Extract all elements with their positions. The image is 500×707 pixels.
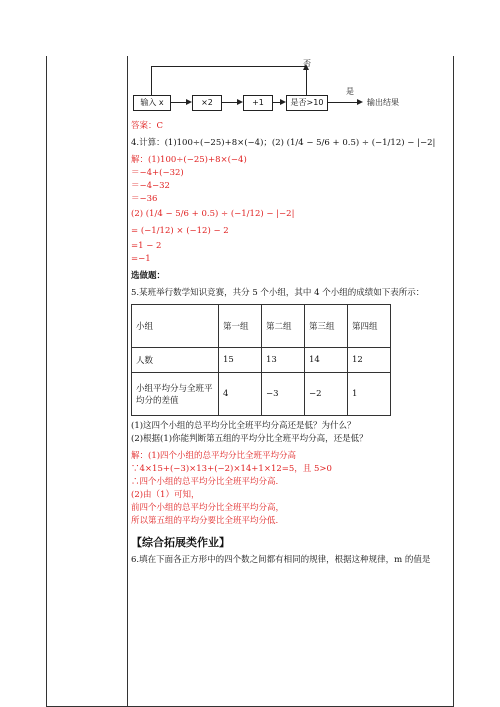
table-cell: 第三组 — [305, 305, 348, 348]
table-cell: 15 — [219, 348, 262, 373]
decision-box: 是否>10 — [286, 95, 328, 111]
worksheet-content — [131, 58, 449, 567]
table-row — [132, 348, 391, 373]
solution-line: ∴四个小组的总平均分比全班平均分高. — [131, 477, 279, 487]
table-cell: 人数 — [132, 348, 219, 373]
table-cell: 1 — [348, 373, 391, 416]
table-cell: 小组 — [132, 305, 219, 348]
table-cell: 12 — [348, 348, 391, 373]
table-row — [132, 373, 391, 416]
loop-line-left — [151, 66, 152, 96]
solution-line: 所以第五组的平均分要比全班平均分低. — [131, 516, 279, 526]
q5-subquestion: (2)根据(1)你能判断第五组的平均分比全班平均分高，还是低？ — [131, 434, 368, 444]
no-label: 否 — [303, 59, 311, 68]
table-row — [132, 305, 391, 348]
solution-line: 解：(1)四个小组的总平均分比全班平均分高 — [131, 451, 297, 461]
solution-line: ＝−36 — [131, 194, 158, 204]
table-cell: 13 — [262, 348, 305, 373]
flowchart — [131, 58, 449, 120]
table-cell: −2 — [305, 373, 348, 416]
q6-question: 6.填在下面各正方形中的四个数之间都有相同的规律，根据这种规律，m 的值是 — [131, 555, 431, 565]
solution-line: ＝−4−32 — [131, 181, 170, 191]
loop-line-top — [151, 66, 306, 67]
solution-line: (2) (1/4 − 5/6 + 0.5) ÷ (−1/12) − |−2| — [131, 209, 295, 219]
solution-line: = (−1/12) × (−12) − 2 — [131, 226, 229, 236]
solution-line: ∵4×15+(−3)×13+(−2)×14+1×12=5，且 5>0 — [131, 464, 332, 474]
solution-line: ＝−4+(−32) — [131, 168, 184, 178]
solution-line: =−1 — [131, 254, 151, 264]
table-cell: 14 — [305, 348, 348, 373]
arrow-right — [357, 99, 363, 105]
input-box: 输入 x — [133, 95, 171, 111]
table-cell: 第一组 — [219, 305, 262, 348]
solution-line: (2)由（1）可知， — [131, 490, 200, 500]
solution-line: 前四个小组的总平均分比全班平均分高， — [131, 503, 285, 513]
output-label: 输出结果 — [367, 98, 399, 107]
q4-solution — [131, 154, 449, 266]
q4-question: 4.计算：(1)100÷(−25)+8×(−4)；(2) (1/4 − 5/6 + 0.5) ÷ (−1/12) − |−2| — [131, 138, 436, 148]
table-cell: 4 — [219, 373, 262, 416]
optional-title: 选做题： — [131, 271, 166, 281]
loop-line-right — [306, 70, 307, 96]
solution-line: =1 − 2 — [131, 241, 162, 251]
times2-box: ×2 — [192, 95, 222, 111]
connector — [327, 102, 357, 103]
table-cell: 第二组 — [262, 305, 305, 348]
connector — [221, 102, 238, 103]
plus1-box: +1 — [243, 95, 273, 111]
table-cell: 小组平均分与全班平均分的差值 — [132, 373, 219, 416]
score-table — [131, 304, 391, 416]
solution-line: 解：(1)100÷(−25)+8×(−4) — [131, 155, 247, 165]
q5-question: 5.某班举行数学知识竞赛，共分 5 个小组，其中 4 个小组的成绩如下表所示： — [131, 288, 425, 298]
q5-solution — [131, 450, 449, 528]
q3-answer: 答案：C — [131, 121, 164, 131]
table-cell: −3 — [262, 373, 305, 416]
yes-label: 是 — [346, 87, 354, 96]
q5-subquestion: (1)这四个小组的总平均分比全班平均分高还是低？为什么？ — [131, 421, 356, 431]
connector — [170, 102, 187, 103]
column-divider — [127, 56, 128, 706]
table-cell: 第四组 — [348, 305, 391, 348]
section-title: 【综合拓展类作业】 — [131, 536, 230, 549]
